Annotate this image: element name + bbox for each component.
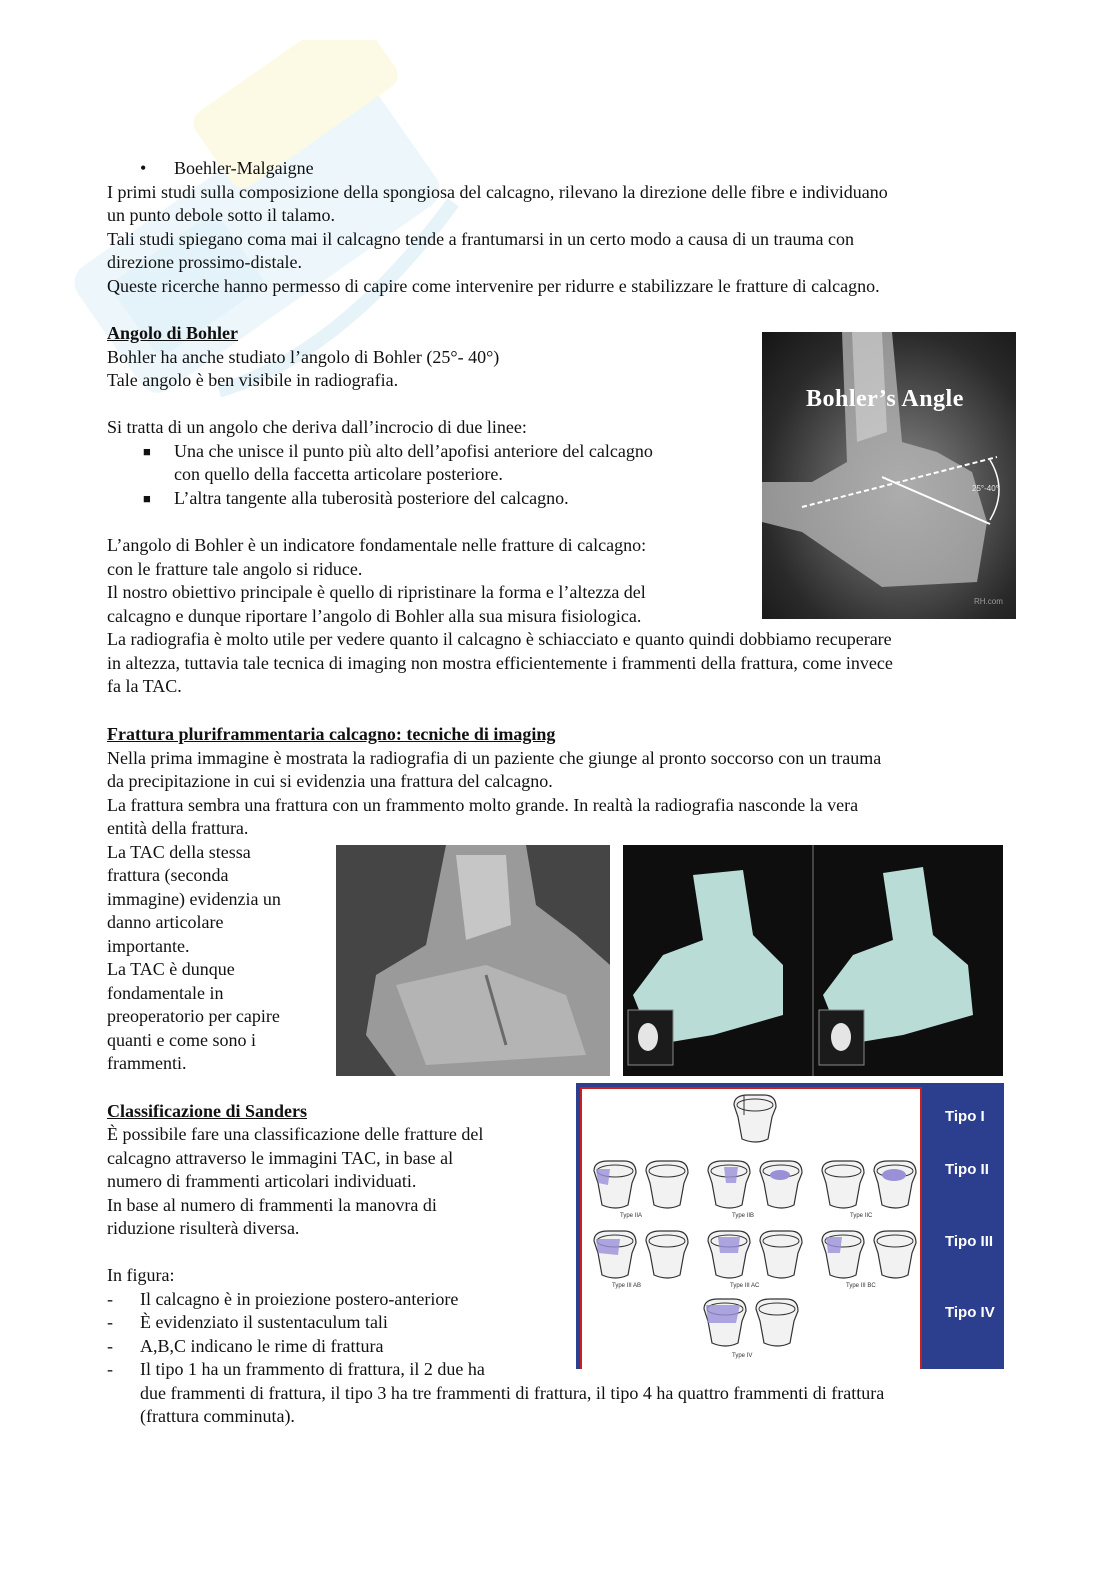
bohler-para: Il nostro obiettivo principale è quello di ripristinare la forma e l’altezza del <box>107 582 646 602</box>
type-label: Type IIC <box>850 1213 873 1219</box>
imaging-side-line: quanti e come sono i <box>107 1030 256 1050</box>
sanders-line: numero di frammenti articolari individuati. <box>107 1171 417 1191</box>
imaging-line: da precipitazione in cui si evidenzia una frattura del calcagno. <box>107 771 553 791</box>
tipo-label: Tipo II <box>945 1161 989 1178</box>
bohler-bullet: L’altra tangente alla tuberosità posteriore del calcagno. <box>174 488 569 508</box>
dash-bullet: - <box>107 1359 113 1379</box>
ct-3d-reconstruction <box>623 845 1003 1076</box>
intro-bullet: Boehler-Malgaigne <box>174 158 314 178</box>
bohler-line: Si tratta di un angolo che deriva dall’incrocio di due linee: <box>107 417 527 437</box>
tipo-label: Tipo III <box>945 1233 994 1250</box>
imaging-side-line: preoperatorio per capire <box>107 1006 280 1026</box>
intro-line: Tali studi spiegano coma mai il calcagno tende a frantumarsi in un certo modo a causa di un trauma con <box>107 229 854 249</box>
type-label: Type IIA <box>620 1213 643 1219</box>
image-credit: RH.com <box>974 597 1003 606</box>
intro-line: un punto debole sotto il talamo. <box>107 205 335 225</box>
bohler-para: in altezza, tuttavia tale tecnica di imaging non mostra efficientemente i frammenti della frattura, come invece <box>107 653 893 673</box>
imaging-side-line: La TAC è dunque <box>107 959 235 979</box>
imaging-side-line: danno articolare <box>107 912 224 932</box>
type-label: Type III AB <box>612 1283 642 1289</box>
sanders-list-item: Il tipo 1 ha un frammento di frattura, il 2 due ha <box>140 1359 485 1379</box>
type-label: Type IIB <box>732 1213 755 1219</box>
tipo-label: Tipo I <box>945 1108 985 1125</box>
intro-line: Queste ricerche hanno permesso di capire come intervenire per ridurre e stabilizzare le fratture di calcagno. <box>107 276 880 296</box>
dash-bullet: - <box>107 1312 113 1332</box>
imaging-side-line: La TAC della stessa <box>107 842 251 862</box>
imaging-side-line: frammenti. <box>107 1053 187 1073</box>
bohler-para: fa la TAC. <box>107 676 182 696</box>
intro-line: direzione prossimo-distale. <box>107 252 302 272</box>
tipo-label: Tipo IV <box>945 1304 995 1321</box>
sanders-list-cont: (frattura comminuta). <box>140 1406 295 1426</box>
section-heading-imaging: Frattura pluriframmentaria calcagno: tecniche di imaging <box>107 724 556 744</box>
dash-bullet: - <box>107 1289 113 1309</box>
intro-line: I primi studi sulla composizione della spongiosa del calcagno, rilevano la direzione delle fibre e individuano <box>107 182 888 202</box>
calcaneus-radiograph <box>336 845 610 1076</box>
sanders-line: È possibile fare una classificazione delle fratture del <box>107 1124 484 1144</box>
sanders-list-cont: due frammenti di frattura, il tipo 3 ha tre frammenti di frattura, il tipo 4 ha quattro frammenti di frattura <box>140 1383 885 1403</box>
imaging-side-line: frattura (seconda <box>107 865 229 885</box>
imaging-line: entità della frattura. <box>107 818 249 838</box>
sanders-classification-figure <box>576 1083 1004 1369</box>
imaging-side-line: fondamentale in <box>107 983 224 1003</box>
type-label: Type IV <box>732 1353 753 1359</box>
bohler-para: La radiografia è molto utile per vedere quanto il calcagno è schiacciato e quanto quindi dobbiamo recuperare <box>107 629 892 649</box>
dash-bullet: - <box>107 1336 113 1356</box>
sanders-line: riduzione risulterà diversa. <box>107 1218 300 1238</box>
square-bullet: ■ <box>143 491 151 506</box>
bohler-angle-xray <box>762 332 1016 619</box>
imaging-side-line: importante. <box>107 936 190 956</box>
sanders-list-item: È evidenziato il sustentaculum tali <box>140 1312 388 1332</box>
angle-label: 25°-40° <box>972 484 999 493</box>
bohler-angle-caption: Bohler’s Angle <box>806 386 964 412</box>
section-heading-sanders: Classificazione di Sanders <box>107 1101 308 1121</box>
bohler-bullet: Una che unisce il punto più alto dell’apofisi anteriore del calcagno <box>174 441 653 461</box>
section-heading-bohler: Angolo di Bohler <box>107 323 239 343</box>
bohler-bullet: con quello della faccetta articolare posteriore. <box>174 464 503 484</box>
sanders-list-item: A,B,C indicano le rime di frattura <box>140 1336 384 1356</box>
bohler-line: Bohler ha anche studiato l’angolo di Bohler (25°- 40°) <box>107 347 500 367</box>
sanders-list-item: Il calcagno è in proiezione postero-anteriore <box>140 1289 459 1309</box>
sanders-line: In base al numero di frammenti la manovra di <box>107 1195 437 1215</box>
type-label: Type III BC <box>846 1283 876 1289</box>
bohler-line: Tale angolo è ben visibile in radiografia. <box>107 370 399 390</box>
bohler-para: calcagno e dunque riportare l’angolo di Bohler alla sua misura fisiologica. <box>107 606 642 626</box>
bohler-para: L’angolo di Bohler è un indicatore fondamentale nelle fratture di calcagno: <box>107 535 647 555</box>
sanders-diagram-panel <box>580 1087 922 1369</box>
imaging-line: La frattura sembra una frattura con un frammento molto grande. In realtà la radiografia nasconde la vera <box>107 795 859 815</box>
bullet-dot: • <box>140 158 147 178</box>
bohler-para: con le fratture tale angolo si riduce. <box>107 559 363 579</box>
sanders-line: In figura: <box>107 1265 175 1285</box>
sanders-line: calcagno attraverso le immagini TAC, in base al <box>107 1148 454 1168</box>
type-label: Type III AC <box>730 1283 760 1289</box>
square-bullet: ■ <box>143 444 151 459</box>
imaging-side-line: immagine) evidenzia un <box>107 889 281 909</box>
imaging-line: Nella prima immagine è mostrata la radiografia di un paziente che giunge al pronto soccorso con un trauma <box>107 748 882 768</box>
